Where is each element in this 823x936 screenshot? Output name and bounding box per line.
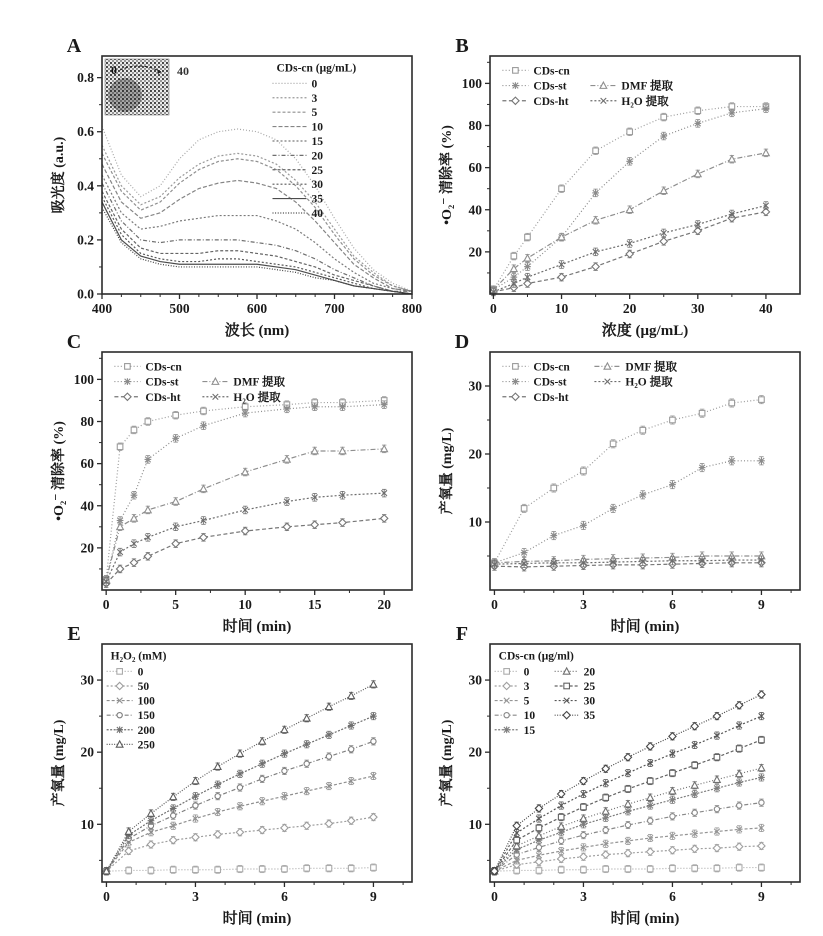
svg-text:0: 0 [311, 78, 318, 91]
svg-text:500: 500 [169, 301, 190, 316]
svg-text:CDs-cn (μg/ml): CDs-cn (μg/ml) [498, 650, 574, 663]
svg-text:9: 9 [370, 889, 377, 904]
panel-letter [67, 623, 80, 645]
y-axis [469, 673, 491, 861]
svg-text:0.0: 0.0 [77, 286, 94, 302]
svg-text:10: 10 [468, 514, 482, 530]
svg-text:20: 20 [468, 744, 482, 760]
svg-text:DMF 提取: DMF 提取 [625, 361, 678, 374]
svg-text:CDs-ht: CDs-ht [145, 391, 181, 404]
y-axis [77, 70, 102, 301]
series-F-0 [492, 864, 765, 875]
x-axis [92, 294, 423, 316]
svg-text:20: 20 [80, 744, 94, 760]
svg-text:•O₂⁻ 清除率 (%): •O₂⁻ 清除率 (%) [440, 125, 455, 225]
svg-text:•O₂⁻ 清除率 (%): •O₂⁻ 清除率 (%) [52, 421, 67, 521]
svg-text:250: 250 [137, 739, 155, 752]
svg-text:700: 700 [324, 301, 345, 316]
svg-text:60: 60 [468, 160, 482, 176]
series-C-4 [103, 489, 387, 585]
svg-text:0: 0 [137, 666, 144, 679]
svg-text:B: B [455, 35, 469, 57]
panel-a-chart [50, 34, 425, 344]
y-axis [74, 358, 102, 569]
svg-text:600: 600 [246, 301, 268, 316]
svg-text:产氧量 (mg/L): 产氧量 (mg/L) [52, 719, 67, 807]
svg-text:35: 35 [311, 193, 323, 206]
y-axis-label [50, 136, 67, 213]
legend-C [114, 361, 285, 403]
panel-c-chart [50, 330, 425, 640]
svg-text:20: 20 [311, 150, 323, 163]
svg-text:10: 10 [311, 121, 323, 134]
svg-text:3: 3 [311, 92, 318, 105]
svg-text:3: 3 [192, 889, 199, 904]
x-axis-label [611, 909, 680, 927]
svg-text:CDs-st: CDs-st [145, 376, 179, 389]
svg-text:80: 80 [80, 414, 94, 430]
svg-text:C: C [66, 331, 82, 353]
svg-text:30: 30 [691, 301, 705, 316]
svg-text:25: 25 [583, 680, 596, 693]
svg-text:25: 25 [311, 164, 323, 177]
panel-b-chart [438, 34, 813, 344]
svg-text:波长 (nm): 波长 (nm) [224, 323, 290, 339]
svg-text:9: 9 [758, 597, 765, 612]
svg-text:15: 15 [311, 135, 323, 148]
y-axis-label [438, 125, 455, 225]
svg-text:产氧量 (mg/L): 产氧量 (mg/L) [440, 719, 455, 807]
svg-text:CDs-st: CDs-st [533, 376, 567, 389]
svg-text:20: 20 [468, 446, 482, 462]
y-axis-label [438, 427, 455, 514]
svg-text:10: 10 [468, 816, 482, 832]
svg-text:H₂O₂ (mM): H₂O₂ (mM) [110, 650, 167, 663]
series-A-3 [102, 164, 412, 291]
svg-text:10: 10 [554, 301, 569, 316]
svg-text:CDs-cn (μg/mL): CDs-cn (μg/mL) [276, 62, 357, 75]
svg-text:5: 5 [172, 597, 180, 612]
panel-d-chart [438, 330, 813, 640]
svg-text:6: 6 [669, 889, 676, 904]
svg-text:200: 200 [137, 724, 155, 737]
svg-text:6: 6 [281, 889, 288, 904]
panel-f [438, 622, 813, 932]
svg-text:0: 0 [491, 889, 498, 904]
svg-text:3: 3 [523, 680, 530, 693]
svg-text:20: 20 [377, 597, 391, 612]
svg-text:800: 800 [401, 301, 423, 316]
svg-text:15: 15 [307, 597, 322, 612]
svg-text:10: 10 [238, 597, 252, 612]
svg-text:100: 100 [461, 75, 482, 91]
svg-text:400: 400 [91, 301, 113, 316]
svg-text:40: 40 [759, 301, 773, 316]
svg-text:3: 3 [580, 889, 587, 904]
series-B-4 [491, 202, 769, 296]
svg-text:5: 5 [311, 107, 318, 120]
series-B-2 [490, 208, 770, 296]
inset-photo [105, 59, 189, 115]
svg-text:5: 5 [523, 695, 530, 708]
legend-D [502, 359, 677, 403]
panel-d [438, 330, 813, 640]
series-C-2 [103, 515, 388, 588]
y-axis-label [438, 719, 455, 806]
svg-text:0.6: 0.6 [77, 124, 94, 140]
svg-text:0: 0 [491, 597, 498, 612]
series-E-0 [104, 864, 377, 875]
svg-text:0: 0 [111, 63, 117, 77]
svg-text:100: 100 [73, 371, 94, 387]
svg-text:20: 20 [583, 666, 596, 679]
svg-text:0.4: 0.4 [77, 178, 94, 194]
svg-text:CDs-cn: CDs-cn [145, 361, 182, 374]
series-D-1 [491, 457, 765, 567]
svg-text:100: 100 [137, 695, 155, 708]
panel-e-chart [50, 622, 425, 932]
svg-text:0.2: 0.2 [77, 232, 94, 248]
svg-text:CDs-cn: CDs-cn [533, 65, 570, 78]
svg-text:20: 20 [468, 244, 482, 260]
y-axis [469, 379, 491, 557]
svg-text:9: 9 [758, 889, 765, 904]
svg-text:0: 0 [103, 889, 110, 904]
svg-text:150: 150 [137, 710, 155, 723]
svg-text:80: 80 [468, 118, 482, 134]
series-A-1 [102, 145, 412, 291]
x-axis [491, 590, 791, 612]
svg-text:3: 3 [580, 597, 587, 612]
svg-text:CDs-cn: CDs-cn [533, 361, 570, 374]
svg-text:40: 40 [177, 64, 189, 78]
svg-text:10: 10 [80, 816, 94, 832]
svg-text:A: A [66, 35, 82, 57]
panel-letter [455, 331, 469, 353]
svg-text:40: 40 [311, 207, 323, 220]
svg-text:产氧量 (mg/L): 产氧量 (mg/L) [440, 427, 455, 515]
svg-text:10: 10 [523, 710, 536, 723]
x-axis-label [223, 909, 292, 927]
x-axis [103, 882, 403, 904]
svg-text:0: 0 [102, 597, 110, 612]
svg-text:DMF 提取: DMF 提取 [233, 376, 286, 389]
panel-c [50, 330, 425, 640]
series-C-3 [103, 445, 388, 583]
svg-text:时间 (min): 时间 (min) [222, 911, 292, 927]
svg-text:40: 40 [468, 202, 482, 218]
svg-text:H₂O 提取: H₂O 提取 [233, 391, 281, 404]
panel-letter [456, 623, 468, 645]
x-axis [103, 590, 391, 612]
svg-text:0: 0 [523, 666, 530, 679]
series-A-5 [102, 183, 412, 291]
y-axis-label [50, 719, 67, 806]
svg-text:15: 15 [523, 724, 536, 737]
legend-E [107, 650, 167, 751]
svg-text:CDs-ht: CDs-ht [533, 95, 569, 108]
svg-text:DMF 提取: DMF 提取 [621, 80, 674, 93]
svg-text:50: 50 [137, 680, 150, 693]
svg-text:CDs-ht: CDs-ht [533, 391, 569, 404]
svg-text:CDs-st: CDs-st [533, 80, 567, 93]
svg-text:30: 30 [583, 695, 596, 708]
svg-text:20: 20 [80, 540, 94, 556]
svg-text:时间 (min): 时间 (min) [222, 619, 292, 635]
svg-text:0.8: 0.8 [77, 70, 94, 86]
svg-text:20: 20 [622, 301, 637, 316]
y-axis-label [50, 421, 67, 521]
svg-text:30: 30 [80, 672, 94, 688]
x-axis [490, 294, 773, 316]
svg-text:35: 35 [583, 710, 596, 723]
svg-text:30: 30 [468, 378, 482, 394]
legend-F [495, 650, 596, 736]
y-axis [462, 62, 490, 273]
svg-text:30: 30 [311, 179, 323, 192]
svg-text:H₂O 提取: H₂O 提取 [625, 376, 673, 389]
panel-letter [67, 331, 81, 353]
panel-b [438, 34, 813, 344]
panel-letter [455, 35, 468, 57]
svg-text:D: D [454, 331, 470, 353]
series-E-4 [103, 713, 377, 875]
legend-B [502, 65, 673, 107]
svg-text:时间 (min): 时间 (min) [610, 619, 680, 635]
y-axis [81, 673, 103, 861]
panel-f-chart [438, 622, 813, 932]
series-F-5 [491, 764, 765, 874]
svg-text:0: 0 [490, 301, 497, 316]
panel-letter [67, 35, 82, 57]
legend-A [273, 62, 357, 220]
panel-e [50, 622, 425, 932]
svg-text:30: 30 [468, 672, 482, 688]
svg-text:60: 60 [80, 456, 94, 472]
series-D-0 [492, 396, 765, 567]
panel-a [50, 34, 425, 344]
svg-text:浓度 (μg/mL): 浓度 (μg/mL) [601, 323, 689, 339]
svg-text:40: 40 [80, 498, 94, 514]
svg-text:H₂O 提取: H₂O 提取 [621, 95, 669, 108]
series-B-3 [490, 149, 769, 293]
svg-text:F: F [455, 623, 469, 645]
svg-text:时间 (min): 时间 (min) [610, 911, 680, 927]
svg-text:E: E [67, 623, 81, 645]
svg-text:6: 6 [669, 597, 676, 612]
x-axis [491, 882, 791, 904]
svg-text:吸光度 (a.u.): 吸光度 (a.u.) [52, 136, 67, 214]
series-A-2 [102, 153, 412, 291]
series-B-0 [491, 103, 769, 294]
